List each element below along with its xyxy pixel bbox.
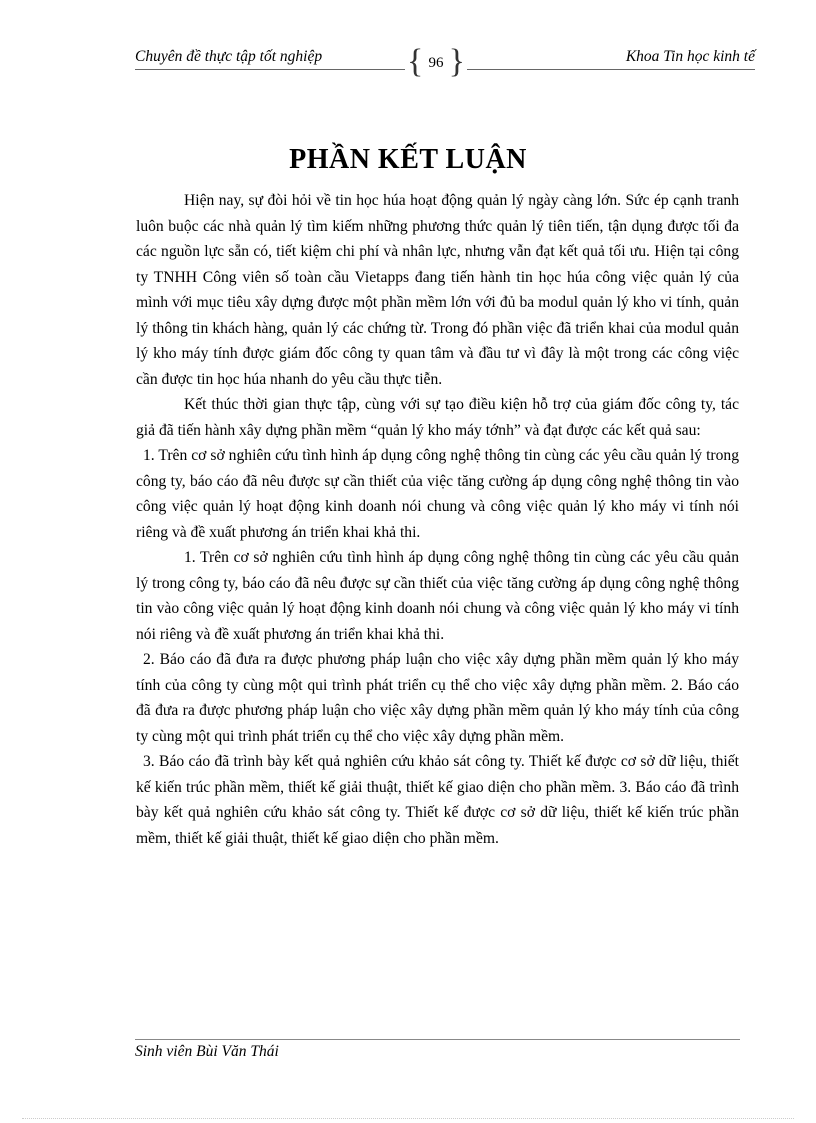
list-item-1: 1. Trên cơ sở nghiên cứu tình hình áp dụng công nghệ thông tin cùng các yêu cầu quản lý trong công ty, báo cáo đã nêu được sự cần thiết của việc tăng cường áp dụng công nghệ thông tin vào công việc quản lý hoạt động kinh doanh nói chung và công việc quản lý kho máy vi tính nói riêng và đề xuất phương án triển khai khả thi. <box>136 447 739 541</box>
header-thesis-title: Chuyên đề thực tập tốt nghiệp <box>135 48 323 65</box>
left-brace-icon: { <box>407 43 424 80</box>
right-brace-icon: } <box>448 43 465 80</box>
header-rule-left <box>135 69 405 70</box>
list-item-1-repeat: 1. Trên cơ sở nghiên cứu tình hình áp dụng công nghệ thông tin cùng các yêu cầu quản lý trong công ty, báo cáo đã nêu được sự cần thiết của việc tăng cường áp dụng công nghệ thông tin vào công việc quản lý hoạt động kinh doanh nói chung và công việc quản lý kho máy vi tính nói riêng và đề xuất phương án triển khai khả thi. <box>136 549 739 643</box>
page-bottom-divider <box>22 1118 794 1119</box>
page-number: 96 <box>428 55 444 71</box>
list-item-2: 2. Báo cáo đã đưa ra được phương pháp luận cho việc xây dựng phần mềm quản lý kho máy tính của công ty cùng một qui trình phát triển cụ thể cho việc xây dựng phần mềm. 2. Báo cáo đã đưa ra được phương pháp luận cho việc xây dựng phần mềm quản lý kho máy tính của công ty cùng một qui trình phát triển cụ thể cho việc xây dựng phần mềm. <box>136 651 739 745</box>
page-header <box>135 43 755 80</box>
body-text <box>136 188 739 851</box>
page-title: PHẦN KẾT LUẬN <box>289 144 527 175</box>
footer-rule <box>135 1039 740 1040</box>
footer-author: Sinh viên Bùi Văn Thái <box>135 1043 279 1060</box>
page-number-box <box>407 43 465 80</box>
header-faculty: Khoa Tin học kinh tế <box>625 48 755 65</box>
paragraph-intro: Hiện nay, sự đòi hỏi về tin học húa hoạt động quản lý ngày càng lớn. Sức ép cạnh tranh luôn buộc các nhà quản lý tìm kiếm những phương thức quản lý tiên tiến, tận dụng được tối đa các nguồn lực sẵn có, tiết kiệm chi phí và nhân lực, nhưng vẫn đạt kết quả tối ưu. Hiện tại công ty TNHH Công viên số toàn cầu Vietapps đang tiến hành tin học húa công việc quản lý của mình với mục tiêu xây dựng được một phần mềm lớn với đủ ba modul quản lý kho vi tính, quản lý thông tin khách hàng, quản lý các chứng từ. Trong đó phần việc đã triển khai của modul quản lý kho máy tính được giám đốc công ty quan tâm và đầu tư vì đây là một trong các công việc cần được tin học húa nhanh do yêu cầu thực tiễn. <box>136 192 739 388</box>
list-item-3: 3. Báo cáo đã trình bày kết quả nghiên cứu khảo sát công ty. Thiết kế được cơ sở dữ liệu, thiết kế kiến trúc phần mềm, thiết kế giải thuật, thiết kế giao diện cho phần mềm. 3. Báo cáo đã trình bày kết quả nghiên cứu khảo sát công ty. Thiết kế được cơ sở dữ liệu, thiết kế kiến trúc phần mềm, thiết kế giải thuật, thiết kế giao diện cho phần mềm. <box>136 753 739 847</box>
paragraph-results-intro: Kết thúc thời gian thực tập, cùng với sự tạo điều kiện hỗ trợ của giám đốc công ty, tác giả đã tiến hành xây dựng phần mềm “quản lý kho máy tớnh” và đạt được các kết quả sau: <box>136 396 739 439</box>
header-rule-right <box>467 69 755 70</box>
